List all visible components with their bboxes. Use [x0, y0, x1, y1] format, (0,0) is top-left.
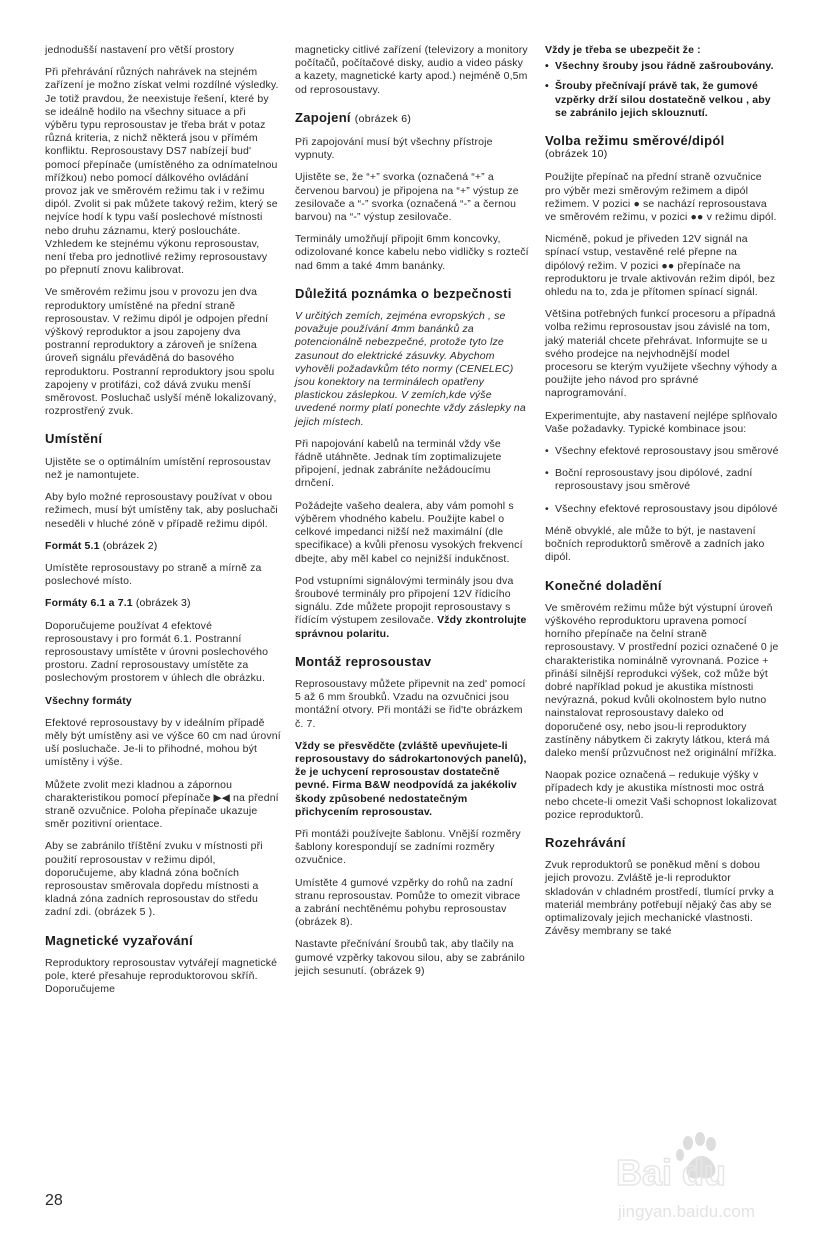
- checklist-intro: Vždy je třeba se ubezpečit že :: [545, 44, 701, 56]
- list-item: • Všechny efektové reprosoustavy jsou dipólové: [545, 503, 779, 516]
- heading-text: Zapojení: [295, 109, 351, 125]
- paragraph: Požádejte vašeho dealera, aby vám pomohl s výběrem vhodného kabelu. Použijte kabel o celkové impedanci nižší než maximální (dle specifikace) a kvůli přenosu vysokých frekvencí dbejte, aby měl kabel co nejnižší indukčnost.: [295, 499, 523, 565]
- heading-magneticke-vyzarovani: Magnetické vyzařování: [45, 932, 193, 948]
- subheading-text: Formáty 6.1 a 7.1: [45, 597, 133, 610]
- paragraph: Ujistěte se o optimálním umístění reprosoustav než je namontujete.: [45, 455, 271, 481]
- heading-text: Volba režimu směrové/dipól: [545, 133, 725, 149]
- subheading-text: Formát 5.1: [45, 539, 100, 552]
- subheading-vsechny-formaty: Všechny formáty: [45, 694, 132, 707]
- paragraph: Při zapojování musí být všechny přístroje vypnuty.: [295, 136, 493, 162]
- safety-note: V určitých zemích, zejména evropských , se považuje používání 4mm banánků za potencionálně nebezpečné, protože tyto lze zasunout do elektrické zásuvky. Abychom vyhověli požadavkům této normy (CENELEC) jsou konektory na terminálech opatřeny plastickou záslepkou. V zemích,kde výše uvedené normy platí ponechte vždy záslepky na jejich místech.: [295, 310, 526, 428]
- paragraph: Při napojování kabelů na terminál vždy vše řádně utáhněte. Jednak tím zoptimalizujete připojení, jednak zabráníte nežádoucímu drnčení.: [295, 437, 502, 490]
- baidu-watermark: [610, 1125, 770, 1235]
- figure-reference: (obrázek 2): [102, 539, 158, 552]
- combinations-list: [545, 445, 779, 516]
- heading-montaz: Montáž reprosoustav: [295, 653, 432, 669]
- paragraph: Můžete zvolit mezi kladnou a zápornou charakteristikou pomocí přepínače ▶◀ na přední straně ozvučnice. Poloha přepínače ukazuje směr pozitivní orientace.: [45, 778, 279, 831]
- list-item: • Šrouby přečnívají právě tak, že gumové vzpěrky drží silou dostatečně velkou , aby se zabránilo jejich sklouznutí.: [545, 80, 779, 120]
- figure-reference: (obrázek 3): [135, 597, 191, 610]
- paragraph: Většina potřebných funkcí procesoru a případná volba režimu reprosoustav jsou závislé na tom, jaký materiál chcete přehrávat. Informujte se u svého prodejce na nejvhodnější model procesoru se kterým využijete všechny výhody a použijte jeho návod pro správné naprogramování.: [545, 308, 778, 400]
- paragraph-text: Pod vstupními signálovými terminály jsou dva šroubové terminály pro připojení 12V řídicího signálu. Zde můžete propojit reprosoustavy s řídícím výstupem zesilovače.: [295, 574, 514, 627]
- paragraph: Méně obvyklé, ale může to být, je nastavení bočních reproduktorů směrově a zadních jako dipól.: [545, 524, 765, 564]
- heading-rozehravani: Rozehrávání: [545, 834, 626, 850]
- heading-bezpecnost: Důležitá poznámka o bezpečnosti: [295, 285, 512, 301]
- paragraph: magneticky citlivé zařízení (televizory a monitory počítačů, počítačové disky, audio a video pásky a kazety, magnetické karty apod.) nejméně 0,5m od reprosoustavy.: [295, 44, 528, 96]
- paragraph: Při přehrávání různých nahrávek na stejném zařízení je možno získat velmi rozdílné výsledky. Je totiž pravdou, že neexistuje řešení, které by se ideálně hodilo na všechny situace a při výběru typu reprosoustav je třeba brát v potaz různá kriteria, z nichž některá jsou v přímém konfliktu. Reprosoustavy DS7 nabízejí bud' pomocí přepínače (umístěného za odnímatelnou mřížkou) nebo pomocí dálkového ovládání provoz jak ve směrovém režimu tak i v režimu dipól. Zvolit si pak můžete takový režim, který se nejvíce hodí k typu vaší poslechové místnosti nebo druhu záznamu, který posloucháte. Vzhledem ke stejnému výkonu reprosoustav, není třeba pro jednotlivé režimy reprosoustavy po přepnutí znovu kalibrovat.: [45, 66, 279, 277]
- heading-volba-rezimu: [545, 134, 779, 161]
- watermark-brand: Bai du: [616, 1152, 727, 1193]
- heading-umisteni: Umístění: [45, 431, 103, 447]
- subheading-format-51: [45, 540, 281, 553]
- paragraph: Naopak pozice označená – redukuje výšky v případech kdy je akustika místnosti moc ostrá nebo chcete-li omezit Vaši schopnost lokalizovat pozice reproduktorů.: [545, 769, 777, 821]
- paragraph: Nastavte přečnívání šroubů tak, aby tlačily na gumové vzpěrky takovou silou, aby se zabránilo jejich sesunutí. (obrázek 9): [295, 938, 525, 977]
- mounting-warning: Vždy se přesvědčte (zvláště upevňujete-li reprosoustavy do sádrokartonových panelů), že je uchycení reprosoustav dostatečně pevné. Firma B&W neodpovídá za jakékoliv škody způsobené nedostatečným přichycením reprosoustav.: [295, 739, 527, 818]
- page-number: 28: [45, 1192, 63, 1209]
- column-right: [545, 44, 779, 947]
- heading-konecne-doladeni: Konečné doladění: [545, 577, 662, 593]
- paragraph: Zvuk reproduktorů se poněkud mění s dobou jejich provozu. Zvláště je-li reproduktor skladován v chladném prostředí, tlumící prvky a materiál membrány potřebují nějaký čas aby se optimalizovaly jejich mechanické vlastnosti. Závěsy membrany se také: [545, 859, 774, 938]
- column-middle: [295, 44, 529, 987]
- paragraph: Při montáži používejte šablonu. Vnější rozměry šablony korespondují se zadními rozměry ozvučnice.: [295, 827, 521, 867]
- paragraph: Doporučujeme používat 4 efektové reprosoustavy i pro formát 6.1. Postranní reprosoustavy umístěte v úrovni poslechového prostoru. Zadní reprosoustavy umístěte za poslechovým prostorem v úhlech dle obrázku.: [45, 619, 269, 685]
- figure-reference: (obrázek 6): [354, 112, 412, 125]
- list-item: • Boční reprosoustavy jsou dipólové, zadní reprosoustavy jsou směrové: [545, 467, 779, 493]
- figure-reference: (obrázek 10): [545, 148, 608, 161]
- paragraph: Ve směrovém režimu může být výstupní úroveň výškového reproduktoru upravena pomocí horního přepínače na čelní straně reprosoustavy. V prostřední pozici označené 0 je charakteristika nominálně vyrovnaná. Pozice + přináší silnější reprodukci výšek, což může být dobré například pokud je akustika místnosti nevýrazná, pokud kvůli okolnostem bylo nutno nainstalovat reprosoustavy daleko od doporučené osy, nebo jsou-li reproduktory zastíněny nábytkem či zakryty látkou, která má daleko menší průzvučnost než originální mřížka.: [545, 601, 779, 759]
- list-item: • Všechny efektové reprosoustavy jsou směrové: [545, 445, 779, 458]
- list-item: • Všechny šrouby jsou řádně zašroubovány.: [545, 60, 779, 73]
- watermark-url: jingyan.baidu.com: [618, 1202, 756, 1221]
- subheading-formaty-61-71: [45, 597, 281, 610]
- paragraph: Ujistěte se, že “+” svorka (označená “+” a červenou barvou) je připojena na “+” výstup ze zesilovače a “-” svorka (označená “-” a černou barvou) na “-” výstup zesilovače.: [295, 171, 519, 224]
- column-left: [45, 44, 281, 1005]
- paragraph: Reproduktory reprosoustav vytvářejí magnetické pole, které přesahuje reproduktorovou skříň. Doporučujeme: [45, 956, 278, 996]
- paragraph: Umístěte 4 gumové vzpěrky do rohů na zadní stranu reprosoustav. Pomůže to omezit vibrace a zabrání nechtěnému pohybu reprosoustav (obrázek 8).: [295, 876, 521, 929]
- paragraph: Aby bylo možné reprosoustavy používat v obou režimech, musí být umístěny tak, aby posluchači neseděli v hluché zóně v případě režimu dipól.: [45, 491, 278, 530]
- paragraph: Efektové reprosoustavy by v ideálním případě měly být umístěny asi ve výšce 60 cm nad úrovní uší posluchače. Je-li to přihodné, mohou být umístěny i výše.: [45, 716, 281, 769]
- paragraph: Nicméně, pokud je přiveden 12V signál na spínací vstup, vestavěné relé přepne na dipólový režim. V pozici ●● přepínače na reproduktoru je trvale aktivován režim dipól, bez ohledu na to, zda je přítomen spínací signál.: [545, 233, 776, 299]
- paragraph: Terminály umožňují připojit 6mm koncovky, odizolované konce kabelu nebo vidličky s roztečí nad 6mm a také 4mm banánky.: [295, 233, 529, 272]
- paragraph: Umístěte reprosoustavy po straně a mírně za poslechové místo.: [45, 561, 262, 588]
- paragraph: Ve směrovém režimu jsou v provozu jen dva reproduktory umístěné na přední straně reprosoustav. V režimu dipól je odpojen přední výškový reproduktor a jsou zapojeny dva postranní reproduktory a zároveň je snížena úroveň signálu převáděná do basového reproduktoru. Postranní reproduktory jsou spolu zapojeny v protifázi, což dává zvuku menší směrovost. Posluchač uslyší méně lokalizovaný, rozprostřený zvuk.: [45, 286, 277, 418]
- paragraph: Použijte přepínač na přední straně ozvučnice pro výběr mezi směrovým režimem a dipól režimem. V pozici ● se nachází reprosoustava ve směrovém režimu, v pozici ●● v režimu dipól.: [545, 171, 777, 224]
- paragraph: Reprosoustavy můžete připevnit na zed' pomocí 5 až 6 mm šroubků. Vzadu na ozvučnici jsou montážní otvory. Při montáži se řid'te obrázkem č. 7.: [295, 677, 526, 730]
- checklist: [545, 60, 779, 120]
- heading-zapojeni: [295, 111, 529, 126]
- polarity-warning: Vždy zkontrolujte správnou polaritu.: [295, 614, 527, 640]
- paragraph: Aby se zabránilo tříštění zvuku v místnosti při použití reprosoustav v režimu dipól, doporučujeme, aby kladná zóna bočních reprosoustav směrovala dopředu místnosti a kladná zóna zadních reprosoustav do středu zadní zdi. (obrázek 5 ).: [45, 840, 263, 919]
- paragraph: [295, 575, 529, 641]
- paragraph: Experimentujte, aby nastavení nejlépe splňovalo Vaše požadavky. Typické kombinace jsou:: [545, 409, 778, 435]
- paragraph: jednodušší nastavení pro větší prostory: [45, 44, 235, 56]
